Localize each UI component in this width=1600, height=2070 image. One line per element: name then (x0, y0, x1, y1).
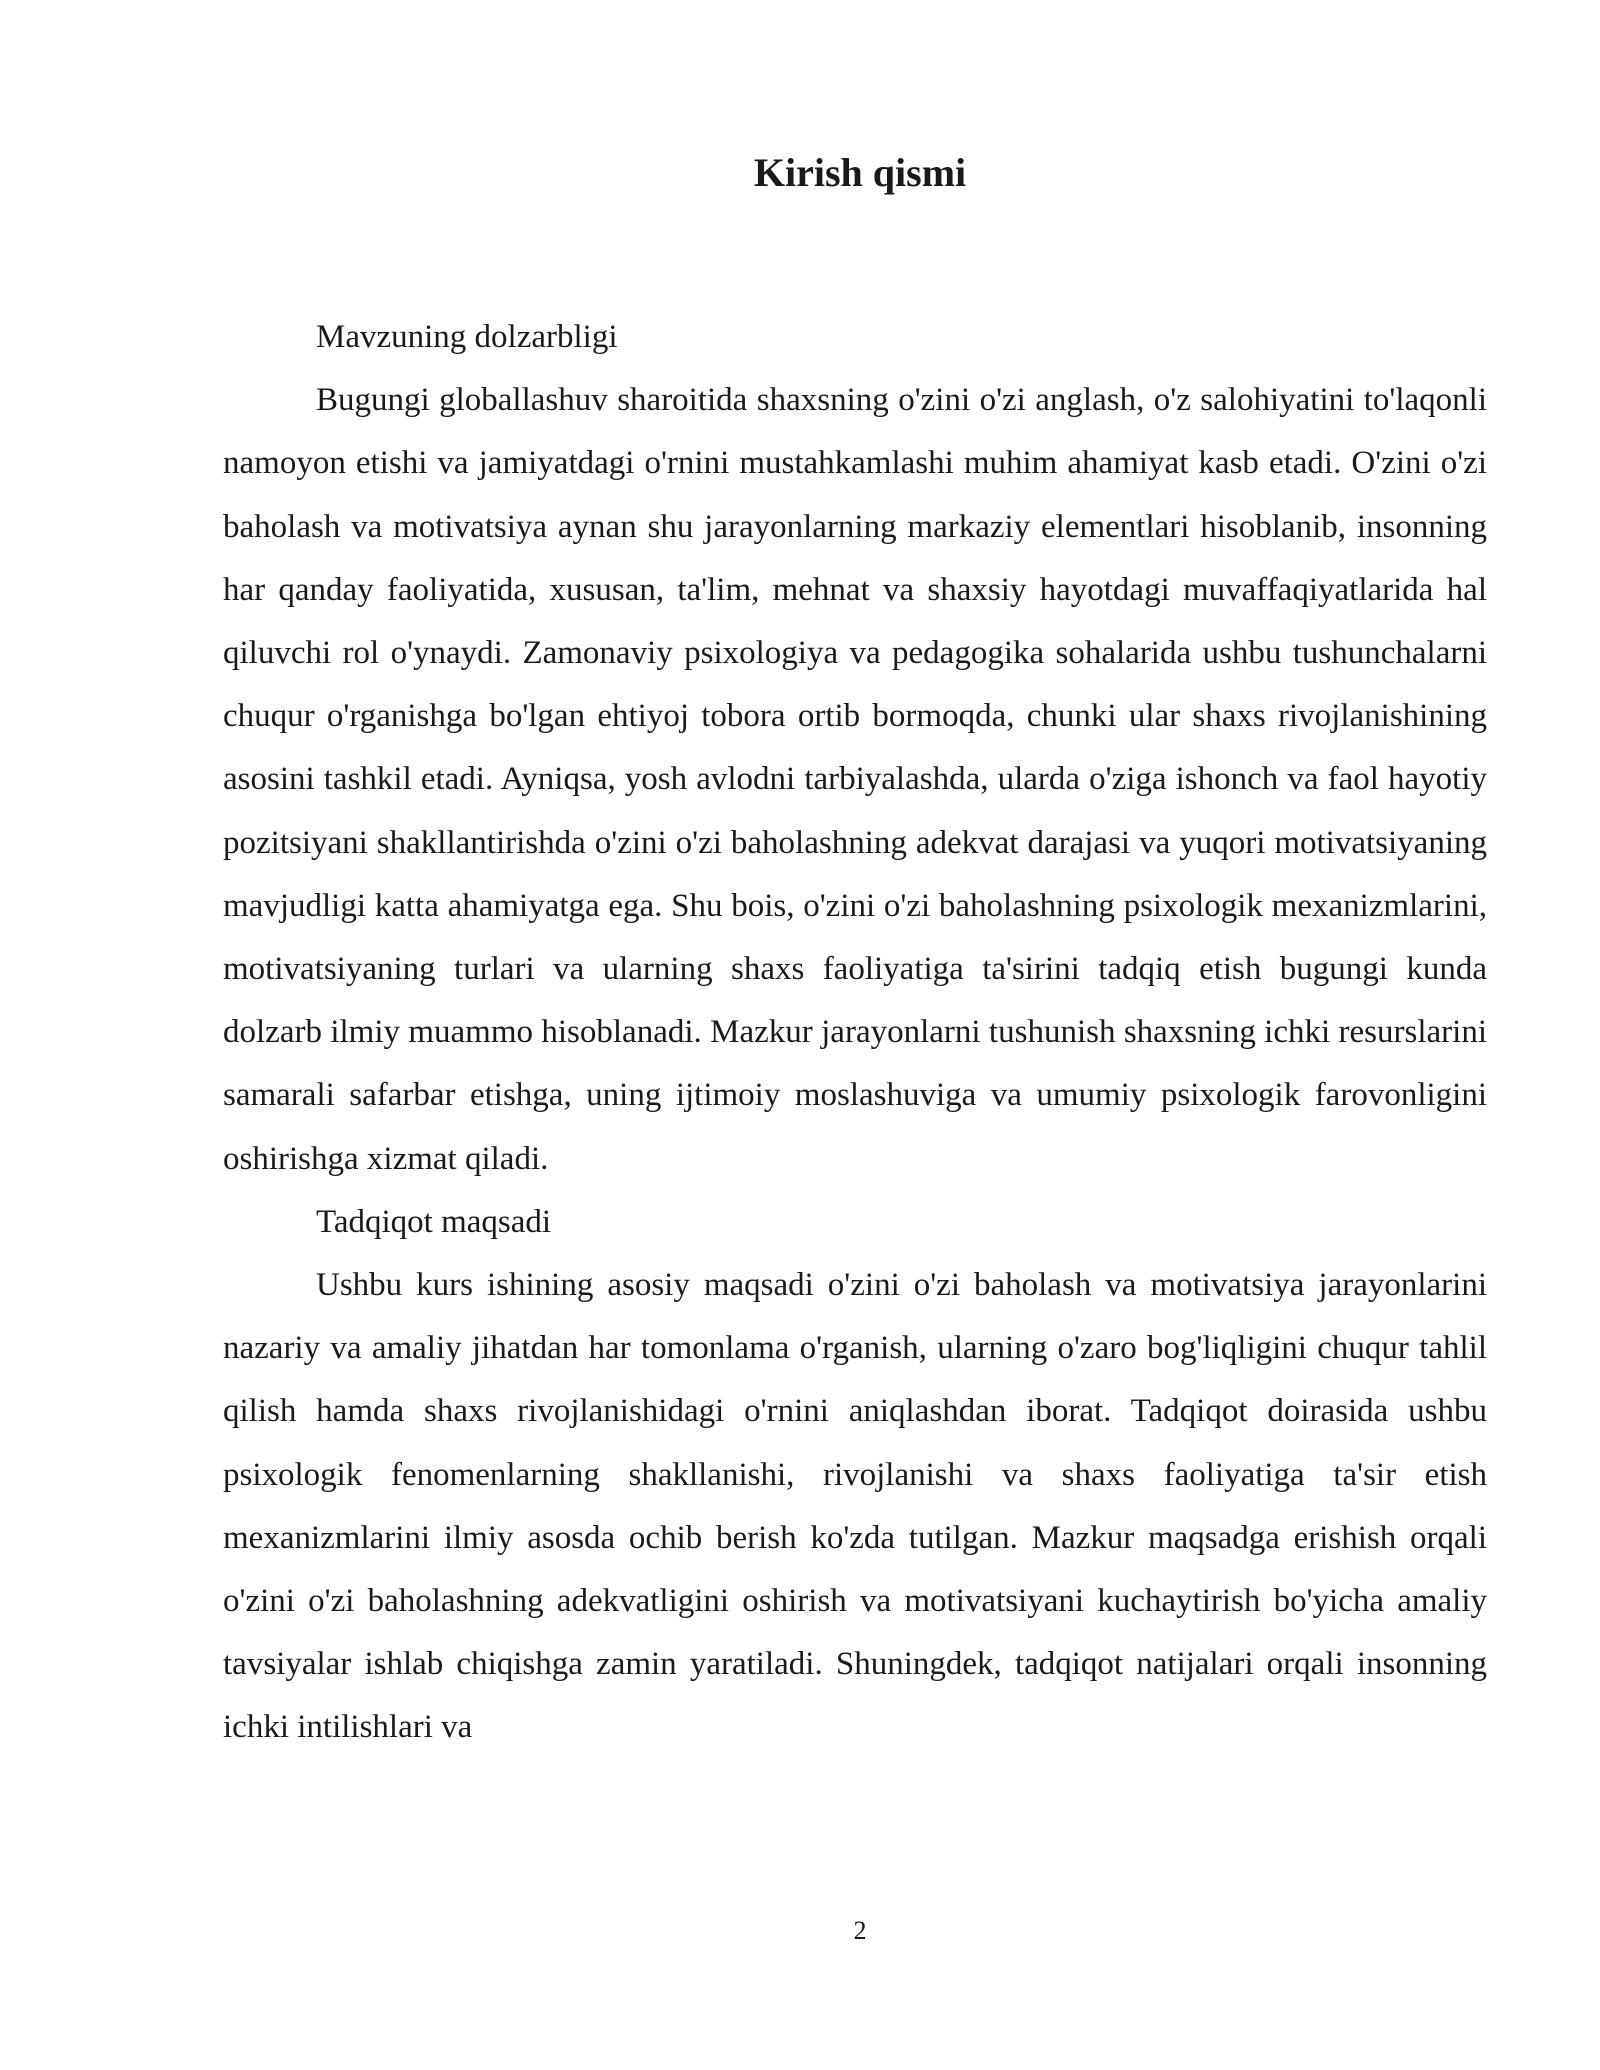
section-heading-goal: Tadqiqot maqsadi (316, 1203, 552, 1240)
section-paragraph-relevance: Bugungi globallashuv sharoitida shaxsning o'zini o'zi anglash, o'z salohiyatini to'laqonli namoyon etishi va jamiyatdagi o'rnini mustahkamlashi muhim ahamiyat kasb etadi. O'zini o'zi baholash va motivatsiya aynan shu jarayonlarning markaziy elementlari hisoblanib, insonning har qanday faoliyatida, xususan, ta'lim, mehnat va shaxsiy hayotdagi muvaffaqiyatlarida hal qiluvchi rol o'ynaydi. Zamonaviy psixologiya va pedagogika sohalarida ushbu tushunchalarni chuqur o'rganishga bo'lgan ehtiyoj tobora ortib bormoqda, chunki ular shaxs rivojlanishining asosini tashkil etadi. Ayniqsa, yosh avlodni tarbiyalashda, ularda o'ziga ishonch va faol hayotiy pozitsiyani shakllantirishda o'zini o'zi baholashning adekvat darajasi va yuqori motivatsiyaning mavjudligi katta ahamiyatga ega. Shu bois, o'zini o'zi baholashning psixologik mexanizmlarini, motivatsiyaning turlari va ularning shaxs faoliyatiga ta'sirini tadqiq etish bugungi kunda dolzarb ilmiy muammo hisoblanadi. Mazkur jarayonlarni tushunish shaxsning ichki resurslarini samarali safarbar etishga, uning ijtimoiy moslashuviga va umumiy psixologik farovonligini oshirishga xizmat qiladi. (223, 382, 1487, 1177)
section-paragraph-goal: Ushbu kurs ishining asosiy maqsadi o'zini o'zi baholash va motivatsiya jarayonlarini nazariy va amaliy jihatdan har tomonlama o'rganish, ularning o'zaro bog'liqligini chuqur tahlil qilish hamda shaxs rivojlanishidagi o'rnini aniqlashdan iborat. Tadqiqot doirasida ushbu psixologik fenomenlarning shakllanishi, rivojlanishi va shaxs faoliyatiga ta'sir etish mexanizmlarini ilmiy asosda ochib berish ko'zda tutilgan. Mazkur maqsadga erishish orqali o'zini o'zi baholashning adekvatligini oshirish va motivatsiyani kuchaytirish bo'yicha amaliy tavsiyalar ishlab chiqishga zamin yaratiladi. Shuningdek, tadqiqot natijalari orqali insonning ichki intilishlari va (223, 1267, 1487, 1746)
page-number: 2 (853, 1916, 867, 1945)
section-heading-relevance: Mavzuning dolzarbligi (316, 319, 618, 355)
page-title: Kirish qismi (753, 150, 967, 195)
document-body (223, 306, 1487, 1760)
